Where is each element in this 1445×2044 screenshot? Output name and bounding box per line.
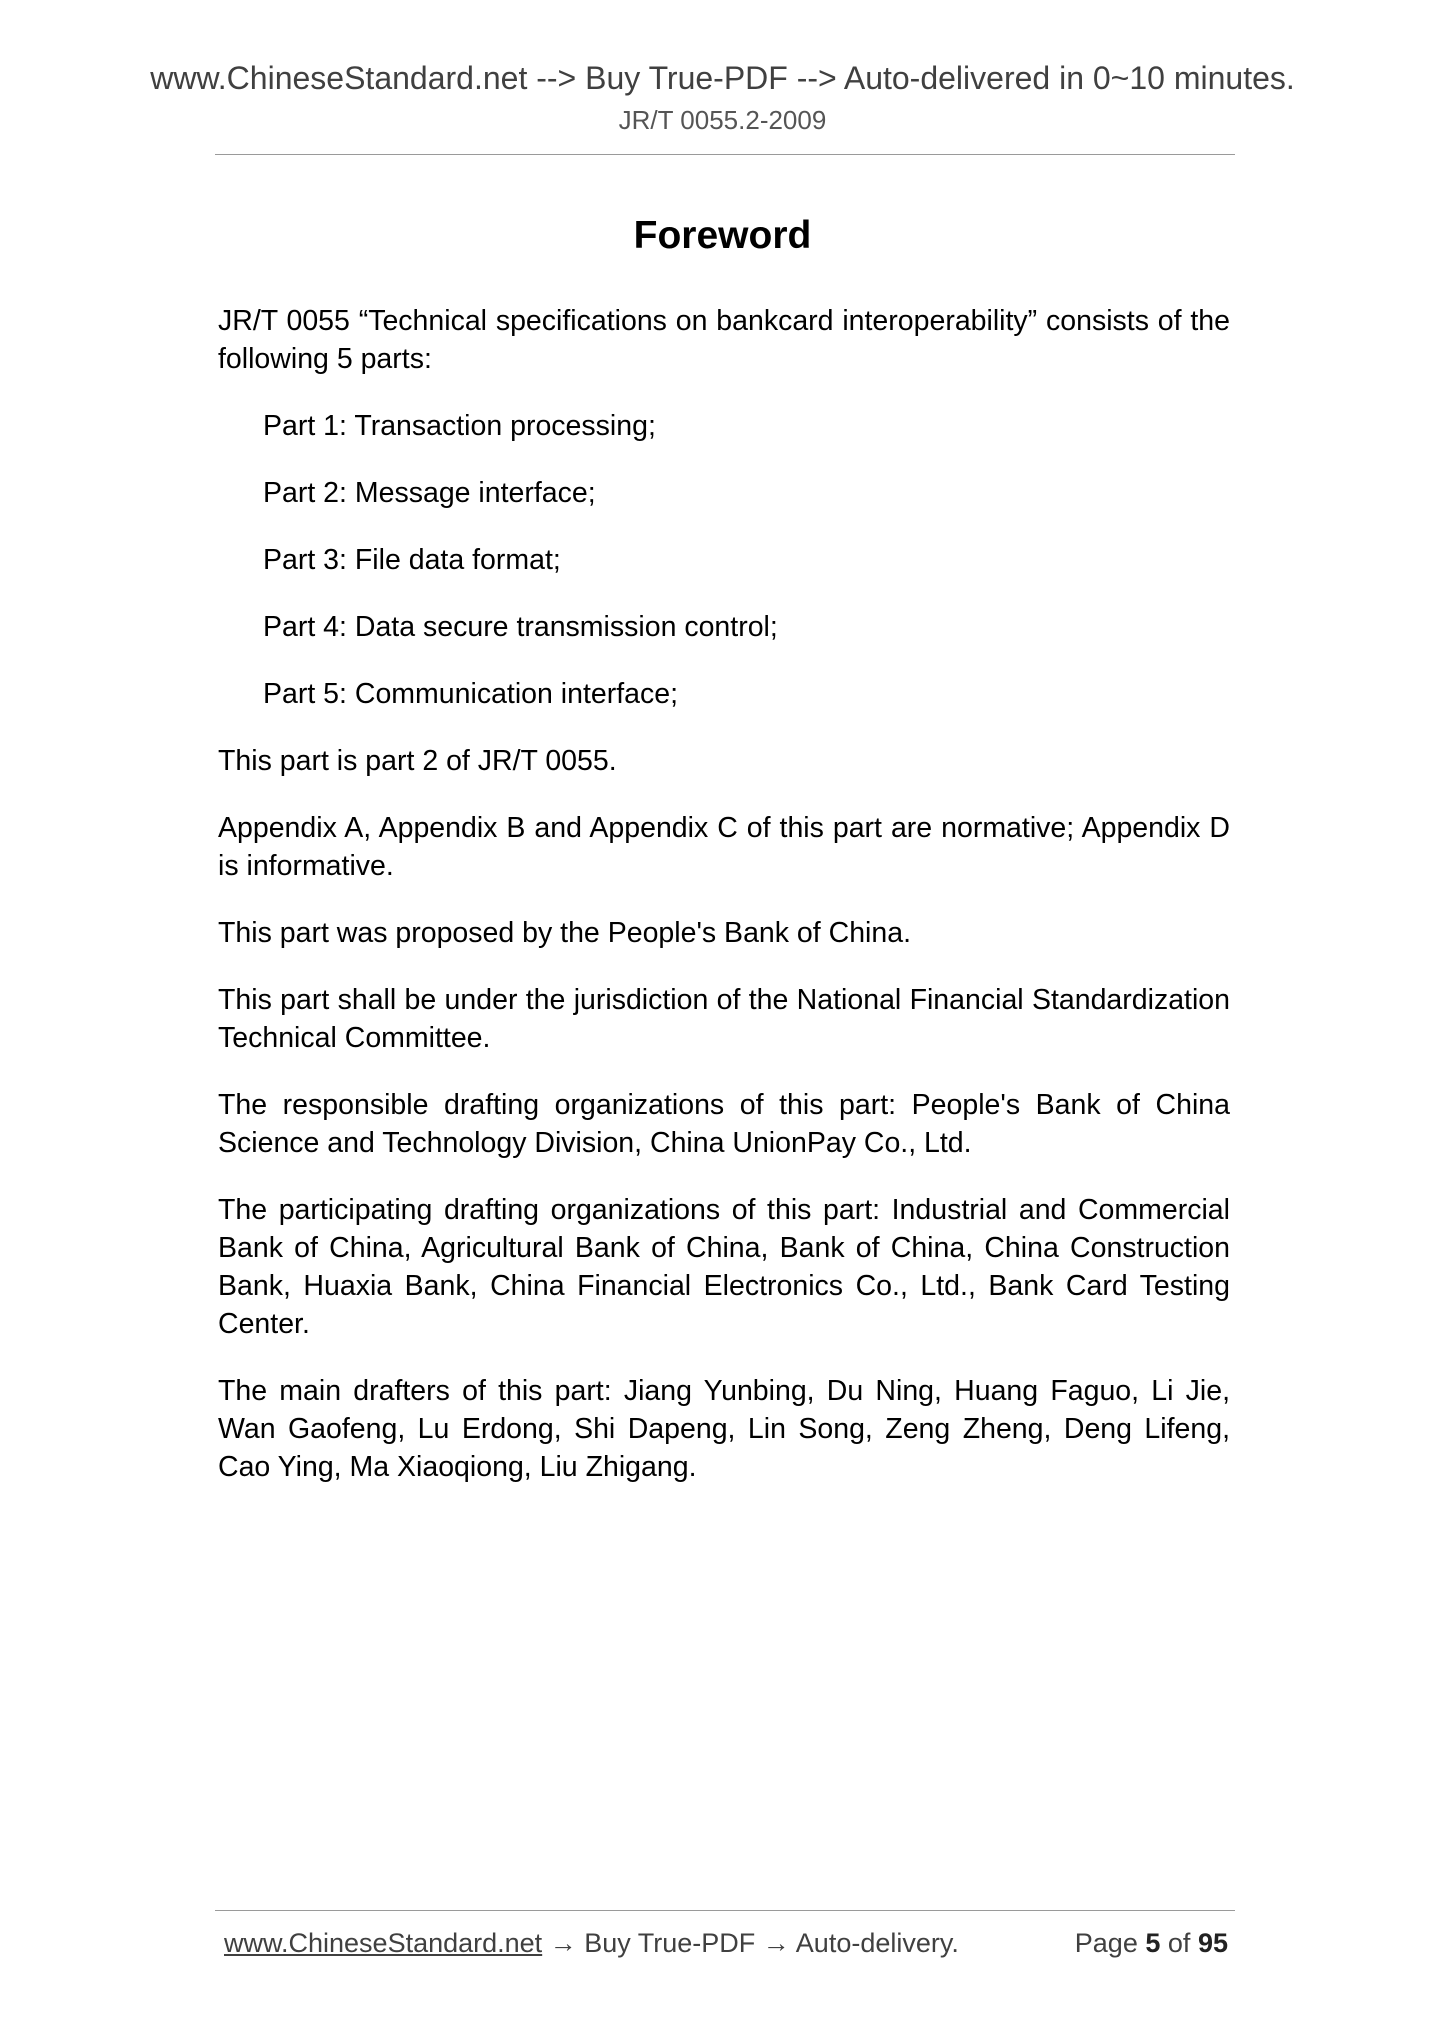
body-paragraph: This part is part 2 of JR/T 0055.: [218, 745, 617, 777]
page-total: 95: [1197, 1928, 1228, 1958]
document-code: JR/T 0055.2-2009: [618, 105, 827, 135]
body-paragraph: The main drafters of this part: Jiang Yunbing, Du Ning, Huang Faguo, Li Jie, Wan Gaofeng, Lu Erdong, Shi Dapeng, Lin Song, Zeng Zheng, Deng Lifeng, Cao Ying, Ma Xiaoqiong, Liu Zhigang.: [218, 1375, 1230, 1483]
page-title: Foreword: [633, 214, 812, 257]
arrow-right-icon: →: [762, 1928, 790, 1958]
header-divider: [215, 154, 1235, 155]
footer-divider: [215, 1910, 1235, 1911]
part-list-item: Part 3: File data format;: [263, 544, 561, 576]
page-of: of: [1167, 1928, 1191, 1958]
part-list-item: Part 1: Transaction processing;: [263, 410, 656, 442]
header-banner: www.ChineseStandard.net --> Buy True-PDF --> Auto-delivered in 0~10 minutes.: [150, 60, 1295, 96]
intro-paragraph: JR/T 0055 “Technical specifications on bankcard interoperability” consists of the following 5 parts:: [218, 305, 1230, 375]
document-body: [218, 302, 1230, 1515]
page-current: 5: [1145, 1928, 1161, 1958]
body-paragraph: The participating drafting organizations of this part: Industrial and Commercial Bank of China, Agricultural Bank of China, Bank of China, China Construction Bank, Huaxia Bank, China Financial Electronics Co., Ltd., Bank Card Testing Center.: [218, 1194, 1230, 1340]
body-paragraph: This part shall be under the jurisdiction of the National Financial Standardization Technical Committee.: [218, 984, 1230, 1054]
footer-delivery-text: Auto-delivery.: [795, 1928, 959, 1958]
body-paragraph: Appendix A, Appendix B and Appendix C of this part are normative; Appendix D is informative.: [218, 812, 1230, 882]
part-list-item: Part 5: Communication interface;: [263, 678, 679, 710]
body-paragraph: The responsible drafting organizations of this part: People's Bank of China Science and Technology Division, China UnionPay Co., Ltd.: [218, 1089, 1230, 1159]
page-number: [1075, 1926, 1228, 1960]
page-label: Page: [1074, 1928, 1138, 1958]
body-paragraph: This part was proposed by the People's Bank of China.: [218, 917, 912, 949]
part-list-item: Part 2: Message interface;: [263, 477, 596, 509]
footer-buy-link: Buy True-PDF: [584, 1928, 756, 1958]
footer-site-link[interactable]: www.ChineseStandard.net: [224, 1928, 543, 1958]
arrow-right-icon: →: [549, 1928, 577, 1958]
footer-links: [224, 1926, 959, 1960]
part-list-item: Part 4: Data secure transmission control;: [263, 611, 778, 643]
